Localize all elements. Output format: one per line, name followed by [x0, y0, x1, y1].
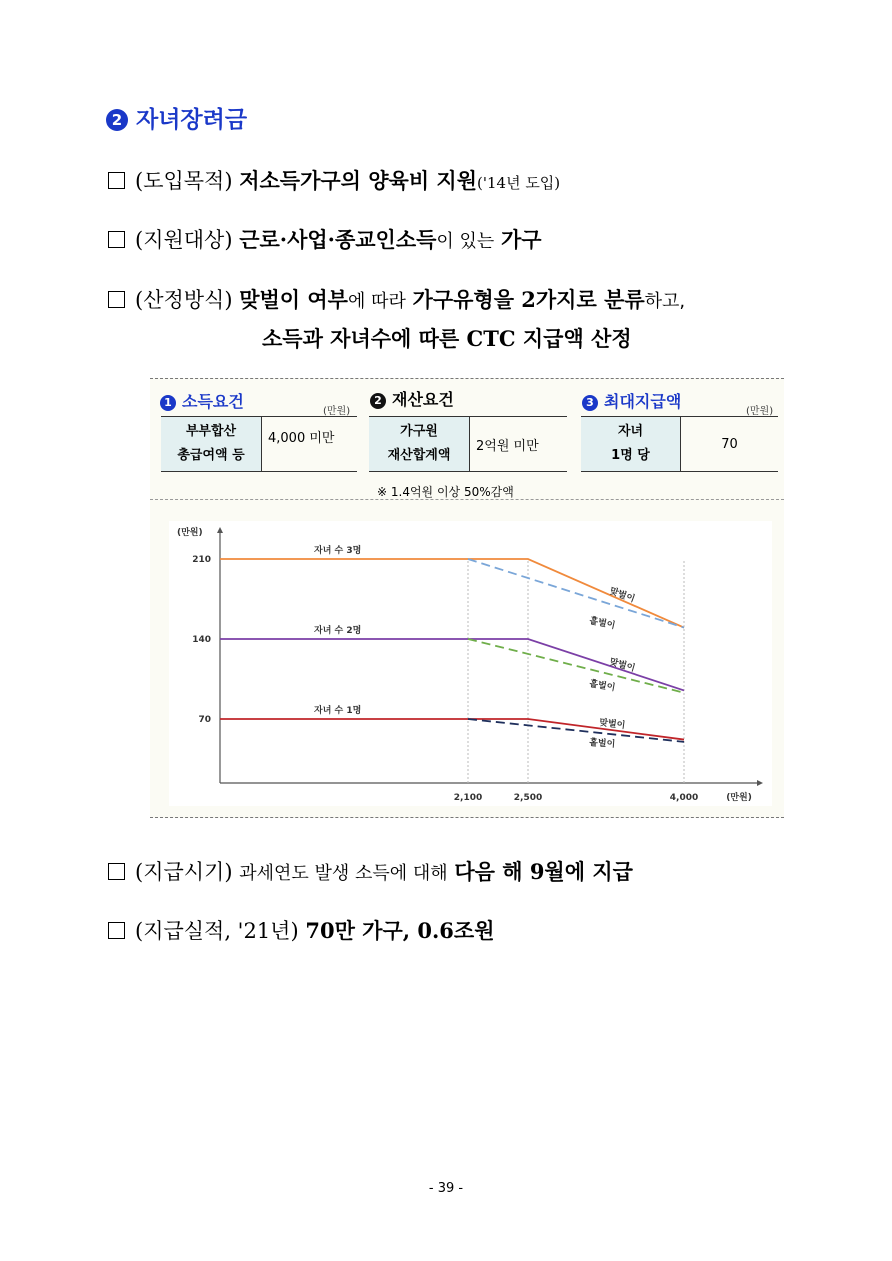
- ctc-chart: [169, 521, 772, 806]
- item-label: (도입목적): [135, 169, 233, 193]
- item-label: (지원대상): [135, 228, 233, 252]
- series-line: [468, 719, 684, 742]
- series-line: [468, 639, 684, 693]
- number-badge: 3: [582, 395, 598, 411]
- page-number: - 39 -: [428, 1181, 464, 1196]
- item-text: 이 있는: [436, 231, 495, 252]
- item-label: (산정방식): [135, 288, 233, 312]
- max-label-2: 1명 당: [611, 448, 650, 463]
- item-timing: [108, 856, 633, 886]
- x-tick-label: 4,000: [669, 793, 699, 803]
- x-axis-unit: (만원): [726, 793, 752, 803]
- series-name-label: 맞벌이: [608, 657, 637, 675]
- item-bold-text: 가구유형을 2가지로 분류: [412, 287, 645, 312]
- series-name-label: 맞벌이: [607, 586, 636, 605]
- max-table: [581, 416, 778, 472]
- y-axis-unit: (만원): [177, 528, 203, 538]
- income-label-cell: [161, 417, 262, 472]
- x-tick-label: 2,100: [453, 793, 483, 803]
- section-title: [106, 101, 247, 134]
- series-name-label: 홑벌이: [588, 738, 616, 750]
- item-bold-text: 70만 가구, 0.6조원: [305, 918, 495, 943]
- max-label-cell: [581, 417, 681, 472]
- income-label-1: 부부합산: [185, 424, 237, 439]
- group-label: 자녀 수 1명: [314, 706, 362, 716]
- item-results: [108, 915, 494, 945]
- asset-title-text: 재산요건: [392, 390, 454, 409]
- asset-note: ※ 1.4억원 이상 50%감액: [377, 485, 514, 499]
- income-criterion-title: [160, 389, 244, 412]
- asset-table: [369, 416, 567, 472]
- number-badge: 2: [370, 393, 386, 409]
- max-title-text: 최대지급액: [604, 392, 682, 411]
- group-label: 자녀 수 3명: [314, 546, 362, 556]
- max-value: 70: [681, 417, 779, 472]
- checkbox-icon: [108, 922, 125, 939]
- checkbox-icon: [108, 172, 125, 189]
- item-bold-text: 맞벌이 여부: [239, 287, 348, 312]
- section-title-text: 자녀장려금: [136, 107, 248, 133]
- series-name-label: 홑벌이: [588, 679, 616, 694]
- item-text: 과세연도 발생 소득에 대해: [239, 863, 448, 884]
- item-bold-text: 근로·사업·종교인소득: [239, 227, 437, 252]
- item-target: [108, 224, 542, 254]
- item-text: 하고,: [644, 291, 686, 312]
- item-bold-text: 저소득가구의 양육비 지원: [239, 168, 477, 193]
- income-unit: (만원): [323, 406, 351, 417]
- y-tick-label: 70: [198, 715, 211, 725]
- y-tick-label: 210: [192, 555, 211, 565]
- x-axis-arrow: [757, 780, 763, 786]
- item-text: 에 따라: [347, 291, 406, 312]
- income-title-text: 소득요건: [182, 392, 244, 411]
- section-number: 2: [106, 109, 128, 131]
- income-label-2: 총급여액 등: [177, 448, 245, 463]
- income-table: [161, 416, 357, 472]
- checkbox-icon: [108, 863, 125, 880]
- item-purpose: [108, 165, 560, 195]
- y-axis-arrow: [217, 527, 223, 533]
- group-label: 자녀 수 2명: [314, 626, 362, 636]
- series-name-label: 홑벌이: [588, 616, 616, 632]
- item-label: (지급실적, '21년): [135, 919, 299, 943]
- item-method: [108, 284, 685, 314]
- income-value: 4,000 미만: [262, 417, 358, 472]
- x-tick-label: 2,500: [513, 793, 543, 803]
- max-unit: (만원): [746, 406, 774, 417]
- asset-value: 2억원 미만: [470, 417, 568, 472]
- item-bold-text: 가구: [501, 227, 542, 252]
- checkbox-icon: [108, 231, 125, 248]
- asset-label-cell: [369, 417, 470, 472]
- max-criterion-title: [582, 389, 681, 412]
- y-tick-label: 140: [192, 635, 211, 645]
- item-label: (지급시기): [135, 860, 233, 884]
- number-badge: 1: [160, 395, 176, 411]
- checkbox-icon: [108, 291, 125, 308]
- asset-label-2: 재산합계액: [387, 448, 451, 463]
- asset-label-1: 가구원: [400, 424, 438, 439]
- item-note: ('14년 도입): [477, 174, 561, 192]
- series-name-label: 맞벌이: [598, 718, 626, 732]
- series-line: [468, 559, 684, 628]
- item-method-line2: 소득과 자녀수에 따른 CTC 지급액 산정: [262, 326, 632, 351]
- asset-criterion-title: [370, 387, 454, 410]
- item-bold-text: 다음 해 9월에 지급: [454, 859, 633, 884]
- max-label-1: 자녀: [617, 424, 644, 439]
